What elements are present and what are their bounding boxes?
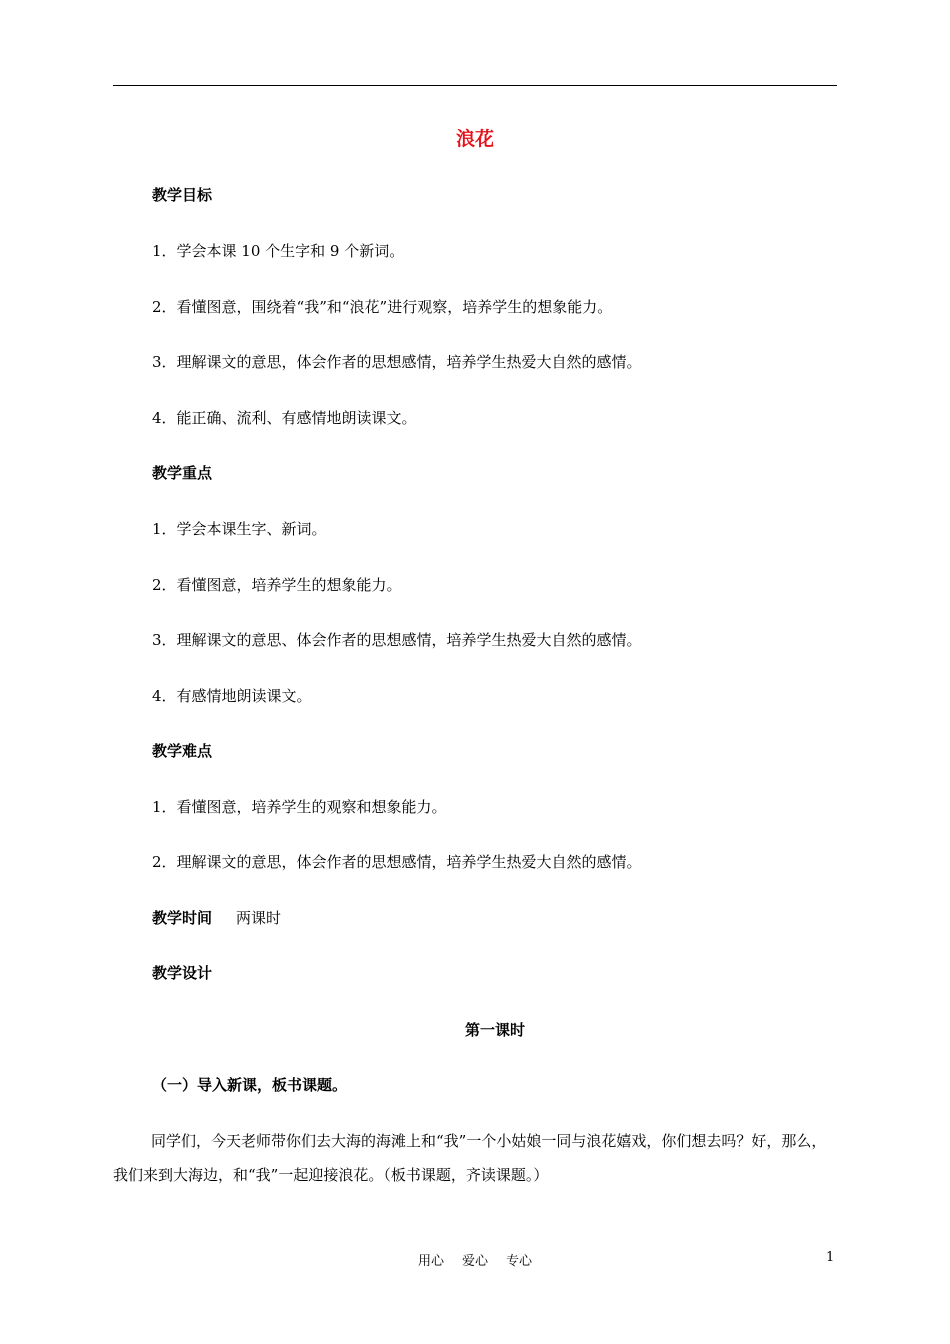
design-heading: 教学设计 [152,964,213,982]
document-title: 浪花 [455,128,494,150]
goal-item-4: 4．能正确、流利、有感情地朗读课文。 [152,409,417,427]
intro-paragraph: 同学们，今天老师带你们去大海的海滩上和“我”一个小姑娘一同与浪花嬉戏，你们想去吗？好，那么，我们来到大海边，和“我”一起迎接浪花。（板书课题，齐读课题。） [113,1132,827,1184]
time-value: 两课时 [236,909,282,927]
key-point-item-1: 1．学会本课生字、新词。 [152,520,327,538]
header-rule [113,85,837,86]
page-number: 1 [826,1250,835,1265]
lesson-one-title: 第一课时 [464,1021,525,1039]
goal-item-3: 3．理解课文的意思，体会作者的思想感情，培养学生热爱大自然的感情。 [152,353,642,371]
key-points-heading: 教学重点 [152,464,213,482]
step-one-heading: （一）导入新课，板书课题。 [152,1076,348,1094]
footer-word-3: 专心 [506,1254,533,1269]
teaching-time [152,908,281,928]
difficulty-item-1: 1．看懂图意，培养学生的观察和想象能力。 [152,798,447,816]
difficulties-heading: 教学难点 [152,742,213,760]
footer-word-2: 爱心 [461,1254,488,1269]
goal-item-2: 2．看懂图意，围绕着“我”和“浪花”进行观察，培养学生的想象能力。 [152,298,613,316]
goals-heading: 教学目标 [152,186,213,204]
time-heading: 教学时间 [152,909,213,927]
key-point-item-3: 3．理解课文的意思、体会作者的思想感情，培养学生热爱大自然的感情。 [152,631,642,649]
key-point-item-2: 2．看懂图意，培养学生的想象能力。 [152,576,402,594]
goal-item-1: 1．学会本课 10 个生字和 9 个新词。 [152,242,405,260]
footer-word-1: 用心 [417,1254,444,1269]
difficulty-item-2: 2．理解课文的意思，体会作者的思想感情，培养学生热爱大自然的感情。 [152,853,642,871]
page-footer [0,1250,950,1269]
key-point-item-4: 4．有感情地朗读课文。 [152,687,312,705]
